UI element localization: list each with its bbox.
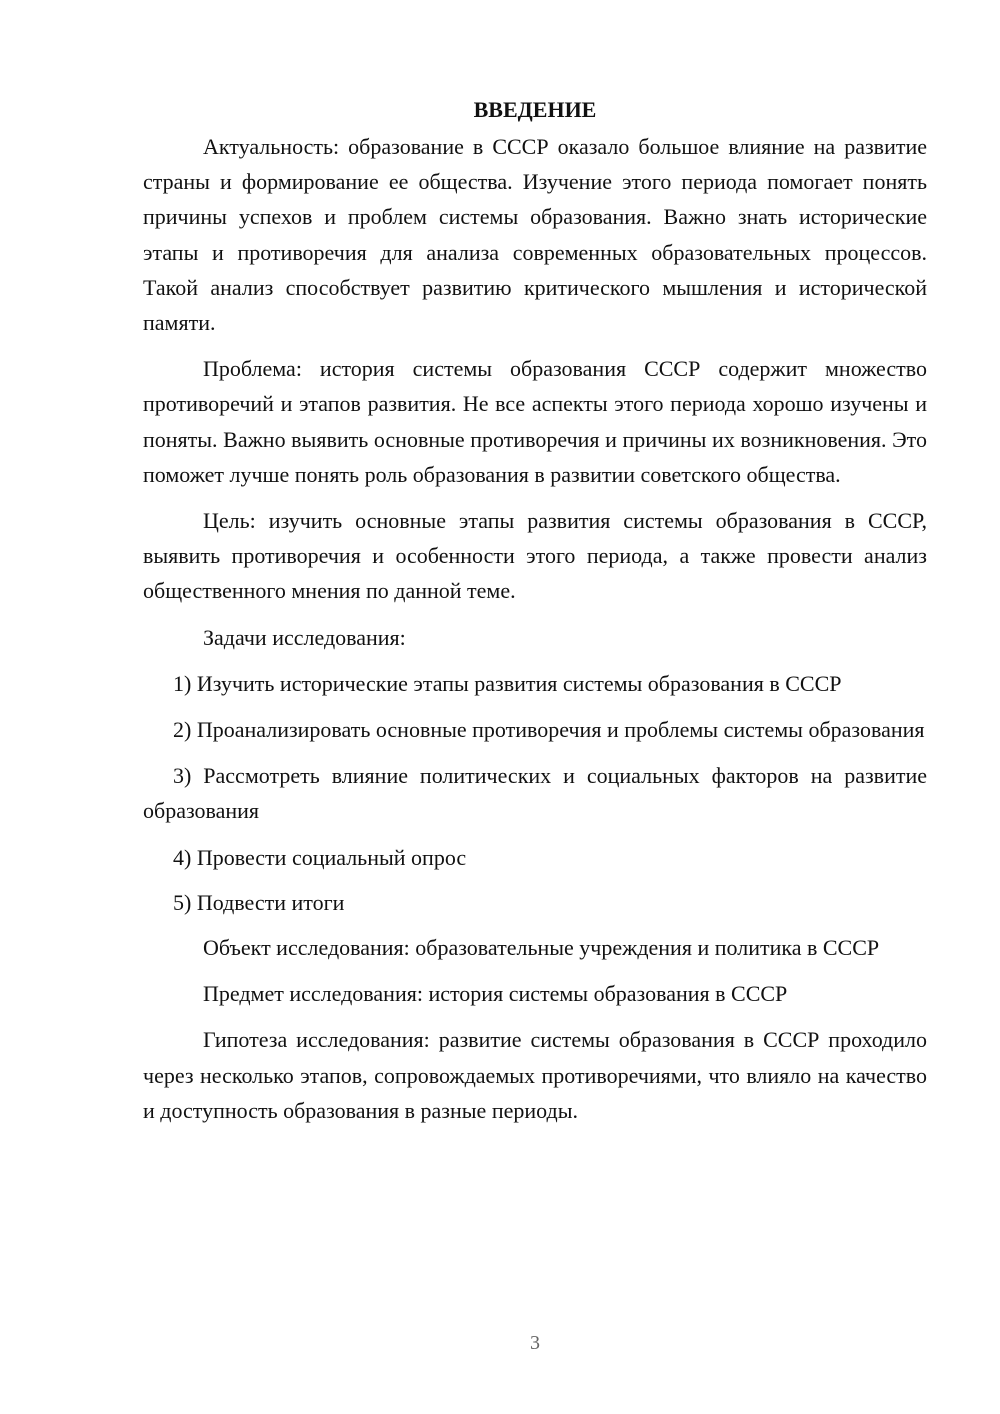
- page-number: 3: [530, 1332, 540, 1354]
- task-item-1: 1) Изучить исторические этапы развития системы образования в СССР: [173, 670, 842, 696]
- task-item-5: 5) Подвести итоги: [173, 889, 345, 915]
- task-item-2: 2) Проанализировать основные противоречия и проблемы системы образования: [173, 717, 925, 743]
- paragraph-object: Объект исследования: образовательные учреждения и политика в СССР: [203, 935, 880, 961]
- tasks-heading: Задачи исследования:: [203, 624, 406, 650]
- page-title: ВВЕДЕНИЕ: [473, 97, 597, 122]
- document-page: [143, 92, 927, 1139]
- task-item-3: 3) Рассмотреть влияние политических и социальных факторов на развитие образования: [143, 763, 927, 824]
- paragraph-subject: Предмет исследования: история системы образования в СССР: [203, 981, 788, 1007]
- paragraph-goal: Цель: изучить основные этапы развития системы образования в СССР, выявить противоречия и особенности этого периода, а также провести анализ общественного мнения по данной теме.: [143, 508, 927, 604]
- paragraph-problem: Проблема: история системы образования СССР содержит множество противоречий и этапов развития. Не все аспекты этого периода хорошо изучены и поняты. Важно выявить основные противоречия и причины их возникновения. Это поможет лучше понять роль образования в развитии советского общества.: [143, 356, 927, 487]
- paragraph-relevance: Актуальность: образование в СССР оказало большое влияние на развитие страны и формирование ее общества. Изучение этого периода помогает понять причины успехов и проблем системы образования. Важно знать исторические этапы и противоречия для анализа современных образовательных процессов. Такой анализ способствует развитию критического мышления и исторической памяти.: [143, 134, 927, 336]
- task-item-4: 4) Провести социальный опрос: [173, 844, 467, 870]
- paragraph-hypothesis: Гипотеза исследования: развитие системы образования в СССР проходило через несколько этапов, сопровождаемых противоречиями, что влияло на качество и доступность образования в разные периоды.: [143, 1027, 927, 1123]
